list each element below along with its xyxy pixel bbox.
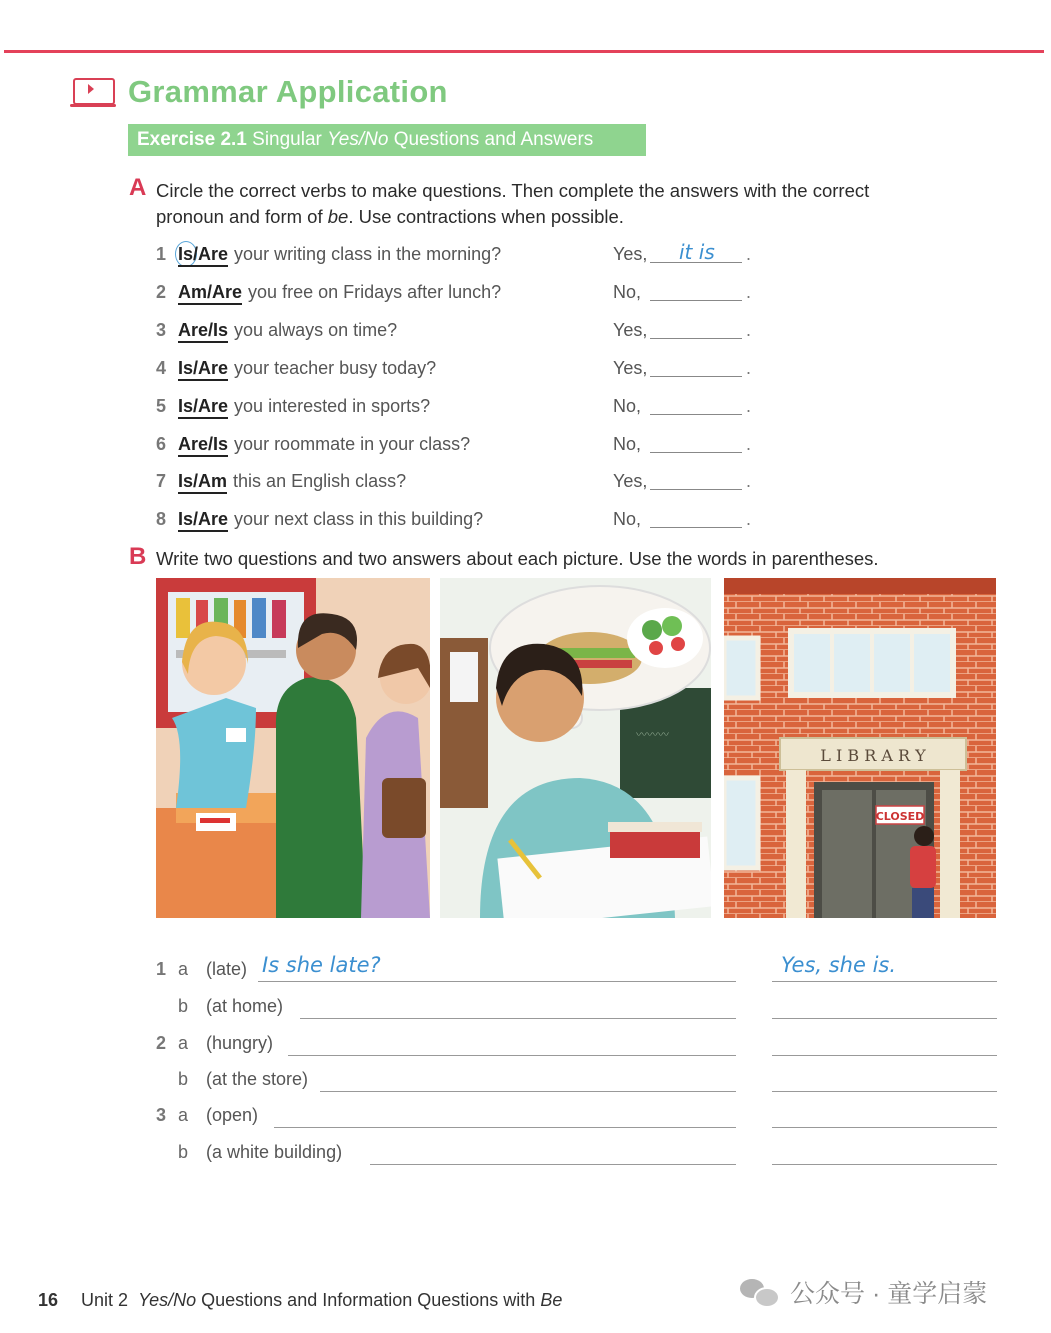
student-thinking-of-food-illustration xyxy=(440,578,711,918)
verb-choice[interactable]: Am/Are you free on Fridays after lunch? xyxy=(178,282,501,303)
question-row xyxy=(156,392,796,422)
question-text: you always on time? xyxy=(234,320,398,340)
verb-option-1[interactable]: Is xyxy=(178,396,194,416)
answer-period: . xyxy=(746,320,752,340)
answer-lead: Yes, xyxy=(613,320,648,340)
answer-row xyxy=(156,1029,1001,1061)
verb-option-1[interactable]: Is xyxy=(178,471,194,491)
verb-option-1[interactable]: Am xyxy=(178,282,208,302)
word-cue: (at the store) xyxy=(206,1069,309,1089)
question-text: your next class in this building? xyxy=(234,509,484,529)
item-letter: a xyxy=(178,959,189,979)
part-a-instructions xyxy=(156,178,869,230)
answer-handwriting: Yes, she is. xyxy=(781,953,897,977)
question-row xyxy=(156,430,796,460)
verb-option-1[interactable]: Are xyxy=(178,320,209,340)
verb-option-1[interactable]: Are xyxy=(178,434,209,454)
verb-option-1[interactable]: Is xyxy=(178,244,194,264)
answer-lead: No, xyxy=(613,396,642,416)
question-blank[interactable] xyxy=(274,1127,736,1128)
item-number: 3 xyxy=(156,1105,167,1125)
exercise-banner xyxy=(128,124,646,156)
verb-choice[interactable]: Is/Am this an English class? xyxy=(178,471,406,492)
word-cue: (late) xyxy=(206,959,248,979)
item-letter: a xyxy=(178,1105,189,1125)
part-b-instructions: Write two questions and two answers about each picture. Use the words in parentheses. xyxy=(156,548,879,569)
footer-be: Be xyxy=(540,1290,563,1310)
question-blank[interactable] xyxy=(300,1018,736,1019)
answer-blank[interactable] xyxy=(650,452,742,453)
verb-option-2[interactable]: Are xyxy=(212,282,243,302)
question-number: 5 xyxy=(156,396,167,416)
verb-choice[interactable]: Is/Are your teacher busy today? xyxy=(178,358,436,379)
question-text: you free on Fridays after lunch? xyxy=(248,282,502,302)
answer-blank[interactable] xyxy=(772,981,997,982)
answer-lead: No, xyxy=(613,434,642,454)
item-number: 1 xyxy=(156,959,167,979)
question-number: 6 xyxy=(156,434,167,454)
part-a-instr-line2: pronoun and form of be. Use contractions when possible. xyxy=(156,206,624,227)
answer-row xyxy=(156,1101,1001,1133)
answer-blank[interactable] xyxy=(772,1091,997,1092)
word-cue: (hungry) xyxy=(206,1033,274,1053)
word-cue: (at home) xyxy=(206,996,284,1016)
verb-option-2[interactable]: Are xyxy=(198,396,229,416)
answer-handwriting: it is xyxy=(679,240,715,264)
answer-period: . xyxy=(746,396,752,416)
question-text: your writing class in the morning? xyxy=(234,244,502,264)
answer-blank[interactable] xyxy=(650,300,742,301)
question-number: 1 xyxy=(156,244,167,264)
answer-period: . xyxy=(746,244,752,264)
verb-choice[interactable]: Are/Is you always on time? xyxy=(178,320,397,341)
verb-choice[interactable]: Are/Is your roommate in your class? xyxy=(178,434,470,455)
answer-row xyxy=(156,1138,1001,1170)
footer-em: Yes/No xyxy=(138,1290,197,1310)
exercise-title-em: Yes/No xyxy=(327,129,389,150)
question-blank[interactable] xyxy=(370,1164,736,1165)
answer-lead: No, xyxy=(613,509,642,529)
grocery-checkout-illustration xyxy=(156,578,430,918)
answer-blank[interactable] xyxy=(650,376,742,377)
answer-period: . xyxy=(746,358,752,378)
verb-option-2[interactable]: Are xyxy=(198,358,229,378)
svg-text:〰〰〰: 〰〰〰 xyxy=(636,728,669,741)
closed-sign: CLOSED xyxy=(875,810,925,823)
verb-option-2[interactable]: Is xyxy=(213,320,229,340)
exercise-title-pre: Singular xyxy=(252,129,328,150)
top-rule xyxy=(4,50,1044,53)
footer-unit: Unit 2 xyxy=(81,1290,129,1310)
question-number: 7 xyxy=(156,471,167,491)
question-row xyxy=(156,240,796,270)
answer-period: . xyxy=(746,509,752,529)
question-number: 2 xyxy=(156,282,167,302)
answer-blank[interactable] xyxy=(650,414,742,415)
verb-option-2[interactable]: Is xyxy=(213,434,229,454)
answer-lead: No, xyxy=(613,282,642,302)
question-row xyxy=(156,354,796,384)
exercise-title-post: Questions and Answers xyxy=(388,129,594,150)
question-text: your roommate in your class? xyxy=(234,434,471,454)
item-letter: b xyxy=(178,1142,189,1162)
answer-lead: Yes, xyxy=(613,358,648,378)
answer-period: . xyxy=(746,282,752,302)
verb-option-1[interactable]: Is xyxy=(178,509,194,529)
laptop-pointer-icon xyxy=(70,76,116,108)
answer-blank[interactable] xyxy=(772,1018,997,1019)
answer-lead: Yes, xyxy=(613,244,648,264)
question-blank[interactable] xyxy=(320,1091,736,1092)
exercise-number: Exercise 2.1 xyxy=(137,129,247,150)
section-title: Grammar Application xyxy=(128,74,448,109)
verb-choice[interactable]: Is/Are you interested in sports? xyxy=(178,396,430,417)
answer-period: . xyxy=(746,434,752,454)
item-letter: b xyxy=(178,1069,189,1089)
word-cue: (a white building) xyxy=(206,1142,343,1162)
question-text: you interested in sports? xyxy=(234,396,431,416)
question-blank[interactable] xyxy=(258,981,736,982)
footer-mid: Questions and Information Questions with xyxy=(196,1290,541,1310)
question-row xyxy=(156,467,796,497)
answer-blank[interactable] xyxy=(650,338,742,339)
verb-option-2[interactable]: Are xyxy=(198,244,229,264)
answer-blank[interactable] xyxy=(650,489,742,490)
verb-option-2[interactable]: Am xyxy=(198,471,228,491)
question-number: 8 xyxy=(156,509,167,529)
page-footer xyxy=(38,1290,562,1311)
verb-choice[interactable]: Is/Are your next class in this building? xyxy=(178,509,483,530)
answer-period: . xyxy=(746,471,752,491)
verb-choice[interactable]: Is/Are your writing class in the morning? xyxy=(178,244,501,265)
verb-option-1[interactable]: Is xyxy=(178,358,194,378)
wechat-icon xyxy=(740,1277,780,1307)
question-row xyxy=(156,316,796,346)
watermark xyxy=(740,1274,987,1310)
page-number: 16 xyxy=(38,1290,59,1310)
question-handwriting: Is she late? xyxy=(262,953,381,977)
section-header xyxy=(70,74,448,110)
part-a-instr-line1: Circle the correct verbs to make questions. Then complete the answers with the correct xyxy=(156,180,870,201)
answer-blank[interactable] xyxy=(772,1164,997,1165)
library-sign: L I B R A R Y xyxy=(820,746,926,765)
answer-blank[interactable] xyxy=(650,527,742,528)
word-cue: (open) xyxy=(206,1105,259,1125)
answer-row xyxy=(156,992,1001,1024)
question-row xyxy=(156,505,796,535)
item-letter: b xyxy=(178,996,189,1016)
part-b-letter: B xyxy=(129,543,147,570)
library-building-illustration xyxy=(724,578,996,918)
question-blank[interactable] xyxy=(288,1055,736,1056)
watermark-text: 公众号 · 童学启蒙 xyxy=(790,1280,988,1308)
question-row xyxy=(156,278,796,308)
answer-lead: Yes, xyxy=(613,471,648,491)
question-text: your teacher busy today? xyxy=(234,358,437,378)
question-text: this an English class? xyxy=(233,471,407,491)
question-number: 3 xyxy=(156,320,167,340)
answer-row xyxy=(156,955,1001,987)
part-a-letter: A xyxy=(129,174,147,201)
verb-option-2[interactable]: Are xyxy=(198,509,229,529)
item-number: 2 xyxy=(156,1033,167,1053)
answer-blank[interactable] xyxy=(772,1127,997,1128)
answer-row xyxy=(156,1065,1001,1097)
item-letter: a xyxy=(178,1033,189,1053)
question-number: 4 xyxy=(156,358,167,378)
answer-blank[interactable] xyxy=(772,1055,997,1056)
